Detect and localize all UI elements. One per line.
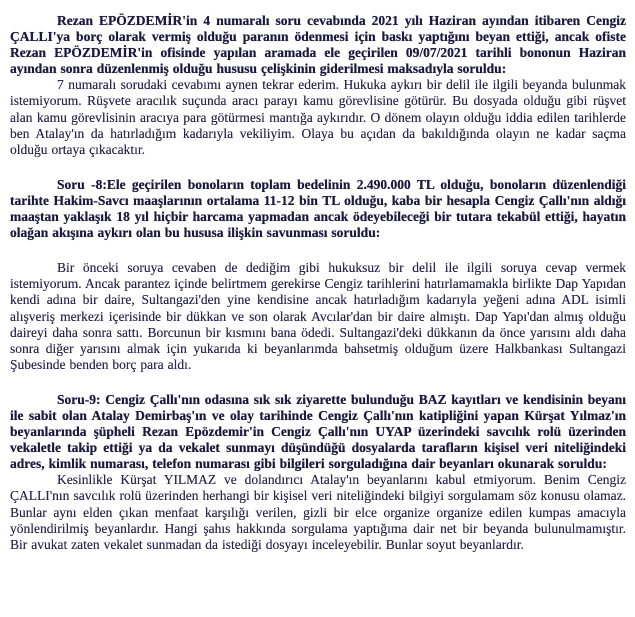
paragraph-soru-9: Soru-9: Cengiz Çallı'nın odasına sık sık ziyarette bulunduğu BAZ kayıtları ve kendisinin beyanı ile sabit olan Atalay Demirbaş'ın ve olay tarihinde Cengiz Çallı'nın katipliğini yapan Kürşat Yılmaz'ın beyanlarında şüpheli Rezan Epözdemir'in Cengiz Çallı'nın UYAP üzerindeki savcılık rolü üzerinden vekaletle takip ettiği ya da vekalet sunmayı düşündüğü dosyalarda tarafların kişisel veri niteliğindeki adres, kimlik numarası, telefon numarası gibi bilgileri sorguladığına dair beyanları okunarak soruldu: xyxy=(10,391,626,472)
paragraph-soru-8: Soru -8:Ele geçirilen bonoların toplam bedelinin 2.490.000 TL olduğu, bonoların düzenlendiği tarihte Hakim-Savcı maaşlarının ortalama 11-12 bin TL olduğu, kaba bir hesapla Cengiz Çallı'nın aldığı maaştan yaklaşık 18 yıl hiçbir harcama yapmadan ancak ödeyebileceği bir tutara tekabül ettiği, hayatın olağan akışına aykırı olan bu hususa ilişkin savunması soruldu: xyxy=(10,176,626,241)
paragraph-cevap-soru-4: 7 numaralı sorudaki cevabımı aynen tekrar ederim. Hukuka aykırı bir delil ile ilgili beyanda bulunmak istemiyorum. Rüşvete aracılık suçunda aracı parayı kamu görevlisine götürür. Bu dosyada olduğu gibi rüşvet alan kamu görevlisinin aracıya para götürmesi mantığa aykırıdır. O dönem olayın olduğu iddia edilen tarihlerde ben Atalay'ın da hatırladığım kadarıyla vekiliyim. Olaya bu açıdan da bakıldığında olayın ne kadar saçma olduğu ortaya çıkacaktır. xyxy=(10,77,626,157)
paragraph-cevap-soru-8: Bir önceki soruya cevaben de dediğim gibi hukuksuz bir delil ile ilgili soruya cevap vermek istemiyorum. Ancak parantez içinde belirtmem gerekirse Cengiz tarihlerini hatırlamamakla birlikte Dap Yapıdan kendi adına bir daire, Sultangazi'den yine kendisine ancak hatırladığım kadarıyla yeğeni adına ADL isimli alışveriş merkezi içerisinde bir dükkan ve son olarak Avcılar'dan bir daire almıştı. Dap Yapı'dan almış olduğu daireyi daha sonra sattı. Borcunun bir kısmını bana ödedi. Sultangazi'deki dükkanın da önce yarısını aldı daha sonra diğer yarısını almak için yukarıda ki beyanlarımda bahsetmiş olduğum üzere Halkbankası Sultangazi Şubesinde benden borç para aldı. xyxy=(10,260,626,372)
paragraph-cevap-soru-9: Kesinlikle Kürşat YILMAZ ve dolandırıcı Atalay'ın beyanlarını kabul etmiyorum. Benim Cengiz ÇALLI'nın savcılık rolü üzerinden herhangi bir kişisel veri niteliğindeki bilgiyi sorgulamam söz konusu olamaz. Bunlar aynı elden çıkan menfaat karşılığı verilen, gizli bir elce organize organize edilen kumpas amacıyla yönlendirilmiş beyanlardır. Hangi şahıs hakkında sorgulama yaptığıma dair net bir beyanda bulunulmamıştır. Bir avukat zaten vekalet sunmadan da istediği dosyayı inceleyebilir. Bunlar soyut beyanlardır. xyxy=(10,472,626,552)
paragraph-soru-4-celiski: Rezan EPÖZDEMİR'in 4 numaralı soru cevabında 2021 yılı Haziran ayından itibaren Cengiz ÇALLI'ya borç olarak vermiş olduğu paranın ödenmesi için baskı yaptığını beyan ettiği, ancak ofiste Rezan EPÖZDEMİR'in ofisinde yapılan aramada ele geçirilen 09/07/2021 tarihli bononun Haziran ayından sonra düzenlenmiş olduğu hususu çelişkinin giderilmesi maksadıyla soruldu: xyxy=(10,13,626,77)
